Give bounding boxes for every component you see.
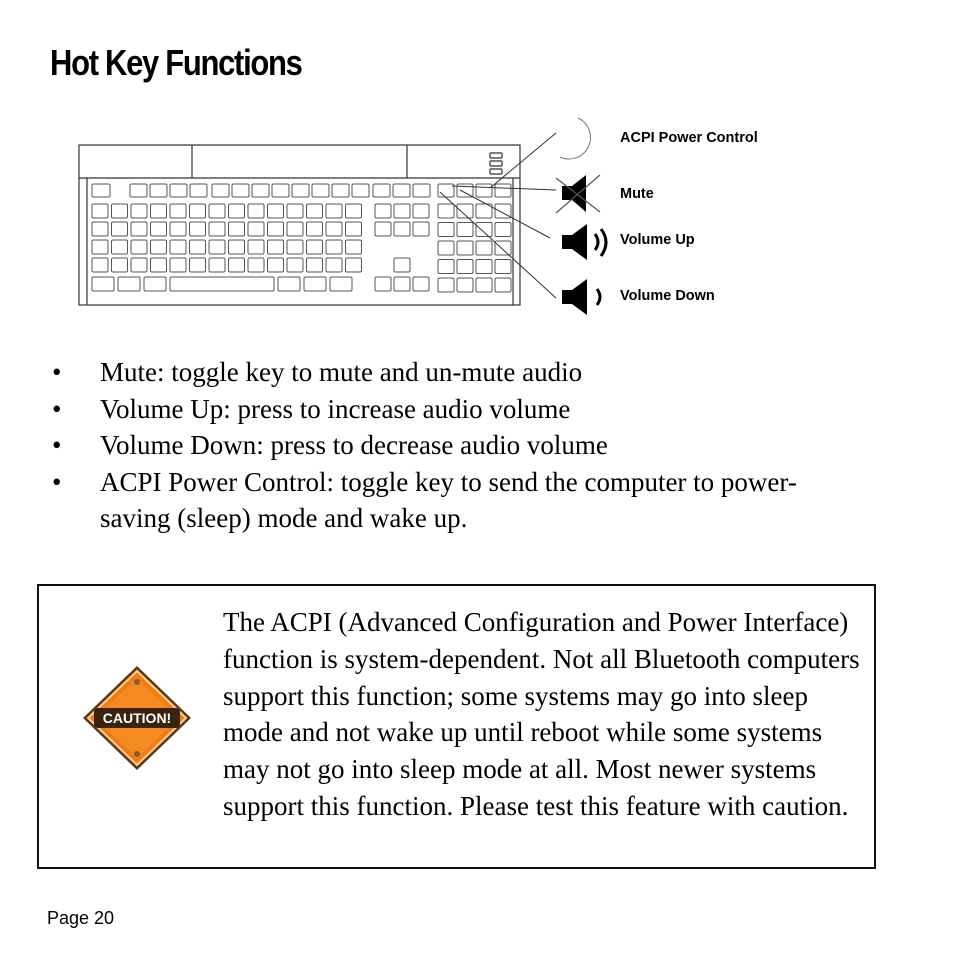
keyboard-key [170, 258, 186, 272]
keyboard-key [307, 258, 323, 272]
keyboard-key [495, 278, 511, 292]
keyboard-key [413, 277, 429, 291]
keyboard-key [212, 184, 229, 197]
keyboard-key [476, 184, 492, 197]
keyboard-key [394, 277, 410, 291]
keyboard-key [326, 240, 342, 254]
keyboard-key [346, 258, 362, 272]
keyboard-key [375, 204, 391, 218]
callout-volume-up: Volume Up [620, 232, 695, 248]
keyboard-key [413, 184, 430, 197]
keyboard-key [151, 258, 167, 272]
keyboard-key [438, 184, 454, 197]
keyboard-key [287, 222, 303, 236]
keyboard-key [170, 277, 274, 291]
keyboard-key [304, 277, 326, 291]
keyboard-key [151, 204, 167, 218]
keyboard-key [438, 241, 454, 255]
keyboard-key [393, 184, 410, 197]
keyboard-key [394, 204, 410, 218]
keyboard-key [495, 241, 511, 255]
keyboard-key [131, 204, 147, 218]
keyboard-key [92, 277, 114, 291]
list-item: • ACPI Power Control: toggle key to send the computer to power-saving (sleep) mode and wake up. [52, 464, 832, 537]
list-item: • Volume Up: press to increase audio volume [52, 391, 832, 428]
keyboard-key [287, 258, 303, 272]
keyboard-key [326, 258, 342, 272]
keyboard-key [268, 240, 284, 254]
keyboard-key [131, 240, 147, 254]
callout-mute: Mute [620, 186, 654, 202]
keyboard-key [476, 241, 492, 255]
keyboard-key [394, 258, 410, 272]
hotkey-bullet-list [52, 354, 832, 537]
keyboard-key [209, 258, 225, 272]
keyboard-key [394, 222, 410, 236]
keyboard-key [92, 184, 110, 197]
keyboard-key [190, 258, 206, 272]
keyboard-key [332, 184, 349, 197]
keyboard-key [229, 222, 245, 236]
keyboard-key [131, 222, 147, 236]
keyboard-key [144, 277, 166, 291]
keyboard-key [457, 223, 473, 237]
keyboard-key [326, 222, 342, 236]
keyboard-key [375, 277, 391, 291]
keyboard-key [209, 222, 225, 236]
keyboard-key [346, 240, 362, 254]
keyboard-key [375, 222, 391, 236]
keyboard-key [130, 184, 147, 197]
keyboard-key [248, 258, 264, 272]
list-item: • Mute: toggle key to mute and un-mute audio [52, 354, 832, 391]
keyboard-key [287, 240, 303, 254]
keyboard-key [326, 204, 342, 218]
keyboard-key [278, 277, 300, 291]
keyboard-key [190, 240, 206, 254]
keyboard-key [151, 240, 167, 254]
keyboard-key [330, 277, 352, 291]
speaker-volume-down-icon [562, 279, 600, 315]
keyboard-key [373, 184, 390, 197]
keyboard-key [170, 204, 186, 218]
keyboard-key [92, 222, 108, 236]
keyboard-key [190, 204, 206, 218]
page-number: Page 20 [47, 908, 115, 928]
keyboard-key [209, 240, 225, 254]
keyboard-key [457, 241, 473, 255]
keyboard-key [346, 204, 362, 218]
speaker-volume-up-icon [562, 224, 606, 260]
keyboard-key [307, 222, 323, 236]
keyboard-key [312, 184, 329, 197]
keyboard-key [209, 204, 225, 218]
keyboard-key [92, 240, 108, 254]
keyboard-key [476, 278, 492, 292]
keyboard-key [413, 222, 429, 236]
keyboard-key [229, 240, 245, 254]
keyboard-key [112, 258, 128, 272]
keyboard-key [229, 258, 245, 272]
keyboard-key [476, 260, 492, 274]
keyboard-key [438, 223, 454, 237]
keyboard-key [413, 204, 429, 218]
keyboard-key [268, 204, 284, 218]
keyboard-key [248, 222, 264, 236]
moon-icon [560, 118, 590, 159]
keyboard-key [438, 204, 454, 218]
keyboard-key [438, 260, 454, 274]
keyboard-key [252, 184, 269, 197]
keyboard-key [248, 240, 264, 254]
keyboard-key [170, 184, 187, 197]
keyboard-key [268, 258, 284, 272]
callout-volume-down: Volume Down [620, 288, 715, 304]
keyboard-key [476, 223, 492, 237]
keyboard-key [92, 204, 108, 218]
caution-sign-icon [77, 660, 197, 776]
caution-sign-label: CAUTION! [102, 710, 172, 726]
keyboard-key [118, 277, 140, 291]
keyboard-key [307, 204, 323, 218]
keyboard-key [92, 258, 108, 272]
keyboard-key [268, 222, 284, 236]
keyboard-key [131, 258, 147, 272]
keyboard-key [150, 184, 167, 197]
keyboard-key [272, 184, 289, 197]
keyboard-key [229, 204, 245, 218]
keyboard-key [457, 204, 473, 218]
keyboard-key [495, 260, 511, 274]
caution-box [37, 584, 876, 869]
keyboard-key [170, 240, 186, 254]
callout-acpi-power-control: ACPI Power Control [620, 130, 758, 146]
keyboard-key [248, 204, 264, 218]
page-title: Hot Key Functions [50, 42, 302, 83]
keyboard-key [438, 278, 454, 292]
keyboard-key [346, 222, 362, 236]
caution-text: The ACPI (Advanced Configuration and Power Interface) function is system-dependent. Not all Bluetooth computers support this function; some systems may go into sleep mode and not wake up until reboot while some systems may not go into sleep mode at all. Most newer systems support this function. Please test this feature with caution. [223, 607, 860, 821]
keyboard-key [307, 240, 323, 254]
keyboard-key [112, 204, 128, 218]
keyboard-key [457, 260, 473, 274]
keyboard-key [495, 184, 511, 197]
list-item: • Volume Down: press to decrease audio volume [52, 427, 832, 464]
keyboard-key [190, 222, 206, 236]
keyboard-key [352, 184, 369, 197]
keyboard-key [232, 184, 249, 197]
keyboard-key [190, 184, 207, 197]
keyboard-key [495, 223, 511, 237]
keyboard-key [287, 204, 303, 218]
keyboard-key [151, 222, 167, 236]
keyboard-key [292, 184, 309, 197]
keyboard-key [112, 240, 128, 254]
speaker-muted-icon [556, 175, 600, 213]
keyboard-key [457, 278, 473, 292]
keyboard-key [112, 222, 128, 236]
hotkey-diagram [0, 0, 954, 330]
keyboard-key [170, 222, 186, 236]
keyboard-illustration [79, 145, 520, 305]
